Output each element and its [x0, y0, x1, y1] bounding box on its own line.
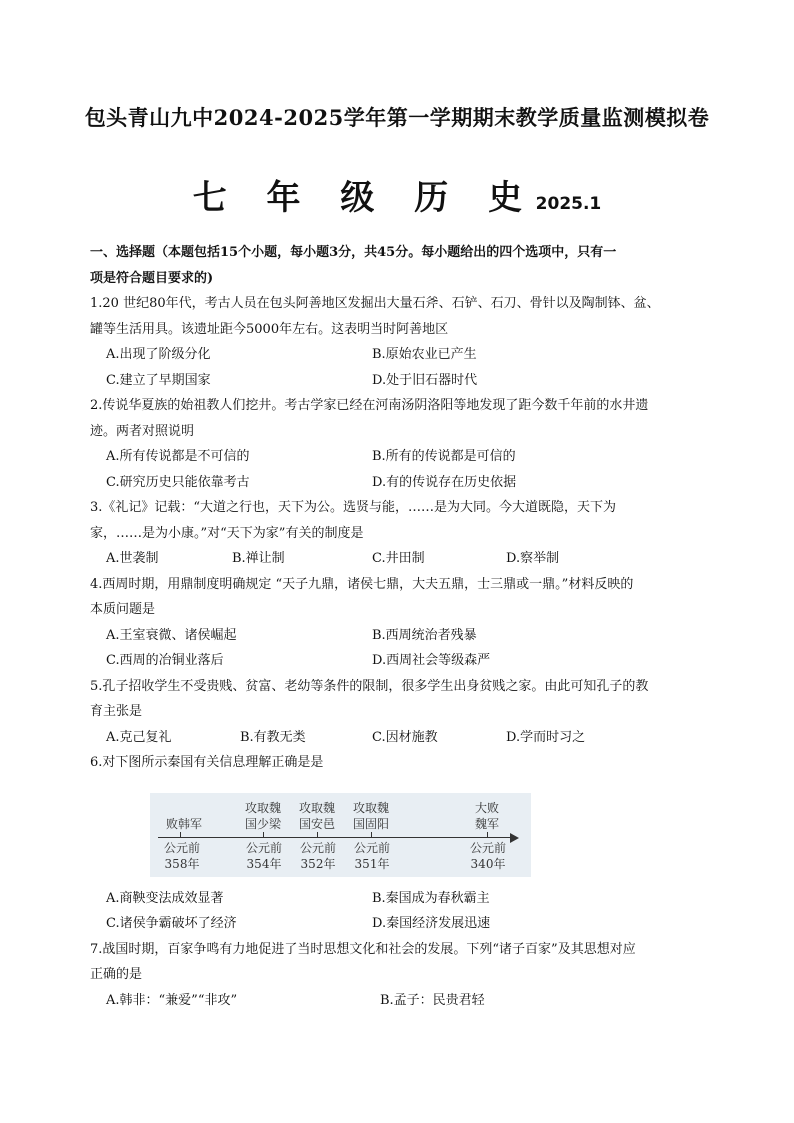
exam-title: 包头青山九中2024-2025学年第一学期期末教学质量监测模拟卷 — [84, 105, 710, 130]
option-a: A.世袭制 — [106, 551, 159, 566]
question-body — [90, 240, 710, 1013]
subject-heading — [0, 170, 794, 219]
year-era: 公元前 — [299, 841, 336, 855]
qin-timeline-figure — [150, 793, 531, 877]
year-era: 公元前 — [353, 841, 390, 855]
question-3-stem-cont: 家，……是为小康。”对“天下为家”有关的制度是 — [90, 525, 364, 541]
question-3-stem: 3.《礼记》记载：“大道之行也，天下为公。选贤与能，……是为大同。今大道既隐，天下为 — [90, 500, 617, 515]
question-5-options — [90, 725, 710, 751]
question-1-stem-cont: 罐等生活用具。该遗址距今5000年左右。这表明当时阿善地区 — [90, 321, 449, 337]
year-value: 352年 — [300, 857, 336, 871]
option-d: D.察举制 — [506, 551, 560, 566]
question-5-stem: 5.孔子招收学生不受贵贱、贫富、老幼等条件的限制，很多学生出身贫贱之家。由此可知孔子的教 — [90, 678, 649, 694]
year-value: 354年 — [246, 857, 282, 871]
question-2-stem: 2.传说华夏族的始祖教人们挖井。考古学家已经在河南汤阴洛阳等地发现了距今数千年前的水井遗 — [90, 398, 649, 413]
section-heading-line-1: 一、选择题（本题包括15个小题，每小题3分，共45分。每小题给出的四个选项中，只有一 — [90, 245, 617, 260]
option-a: A.商鞅变法成效显著 — [106, 890, 224, 906]
section-heading-line-2: 项是符合题目要求的) — [90, 270, 214, 286]
option-b: B.原始农业已产生 — [372, 347, 477, 362]
year-value: 351年 — [354, 857, 390, 871]
timeline-axis — [158, 837, 513, 838]
option-d: D.秦国经济发展迅速 — [372, 916, 491, 931]
option-b: B.有教无类 — [240, 729, 306, 745]
option-b: B.禅让制 — [232, 551, 285, 566]
option-d: D.西周社会等级森严 — [372, 653, 491, 668]
event-label: 败韩军 — [165, 817, 202, 831]
question-1-stem: 1.20 世纪80年代，考古人员在包头阿善地区发掘出大量石斧、石铲、石刀、骨针以及陶制钵、盆、 — [90, 296, 660, 311]
question-4-options-row-1 — [90, 623, 710, 649]
option-b: B.西周统治者残暴 — [372, 627, 477, 643]
timeline-tick — [180, 832, 181, 838]
timeline-tick — [371, 832, 372, 838]
question-4-options-row-2 — [90, 648, 710, 674]
option-a: A.韩非：“兼爱”“非攻” — [106, 992, 238, 1008]
option-b: B.所有的传说都是可信的 — [372, 449, 516, 464]
question-2-stem-cont: 迹。两者对照说明 — [90, 423, 195, 439]
year-era: 公元前 — [245, 841, 282, 855]
question-6-options-row-2 — [90, 911, 710, 937]
event-label: 攻取魏 — [352, 801, 389, 815]
option-d: D.有的传说存在历史依据 — [372, 474, 517, 490]
event-label: 攻取魏 — [244, 801, 281, 815]
option-b: B.孟子：民贵君轻 — [380, 992, 485, 1008]
question-7-stem-cont: 正确的是 — [90, 967, 143, 982]
question-3-options — [90, 546, 710, 572]
timeline-tick — [263, 832, 264, 838]
subject-name: 七 年 级 历 史 — [192, 178, 537, 218]
exam-date: 2025.1 — [535, 194, 602, 214]
question-1-options-row-2 — [90, 368, 710, 394]
option-a: A.出现了阶级分化 — [106, 347, 211, 362]
event-label: 国安邑 — [298, 817, 335, 831]
question-6-options-row-1 — [90, 886, 710, 912]
year-value: 358年 — [164, 857, 200, 871]
year-value: 340年 — [470, 857, 506, 871]
question-5-stem-cont: 育主张是 — [90, 704, 143, 719]
question-6-stem: 6.对下图所示秦国有关信息理解正确是是 — [90, 755, 324, 770]
option-c: C.建立了早期国家 — [106, 372, 211, 388]
option-d: D.处于旧石器时代 — [372, 372, 478, 388]
option-b: B.秦国成为春秋霸主 — [372, 890, 490, 906]
question-2-options-row-1 — [90, 444, 710, 470]
event-label: 国固阳 — [352, 817, 389, 831]
year-era: 公元前 — [469, 841, 506, 855]
event-label: 大败 — [474, 801, 499, 815]
question-4-stem: 4.西周时期，用鼎制度明确规定 “天子九鼎，诸侯七鼎，大夫五鼎，士三鼎或一鼎。”材料反映的 — [90, 576, 634, 592]
question-7-options-row-1 — [90, 988, 710, 1014]
question-4-stem-cont: 本质问题是 — [90, 602, 156, 617]
timeline-tick — [317, 832, 318, 838]
option-a: A.所有传说都是不可信的 — [106, 449, 250, 464]
option-c: C.诸侯争霸破坏了经济 — [106, 916, 237, 931]
question-1-options-row-1 — [90, 342, 710, 368]
option-d: D.学而时习之 — [506, 729, 586, 745]
option-c: C.井田制 — [372, 551, 425, 566]
option-c: C.因材施教 — [372, 729, 438, 745]
option-c: C.西周的冶铜业落后 — [106, 653, 224, 668]
year-era: 公元前 — [163, 841, 200, 855]
event-label: 国少梁 — [244, 817, 281, 831]
event-label: 攻取魏 — [298, 801, 335, 815]
event-label: 魏军 — [474, 817, 499, 831]
question-7-stem: 7.战国时期，百家争鸣有力地促进了当时思想文化和社会的发展。下列“诸子百家”及其思想对应 — [90, 941, 636, 957]
question-2-options-row-2 — [90, 470, 710, 496]
timeline-tick — [487, 832, 488, 838]
option-c: C.研究历史只能依靠考古 — [106, 474, 250, 490]
option-a: A.王室衰微、诸侯崛起 — [106, 627, 237, 643]
option-a: A.克己复礼 — [106, 729, 172, 745]
